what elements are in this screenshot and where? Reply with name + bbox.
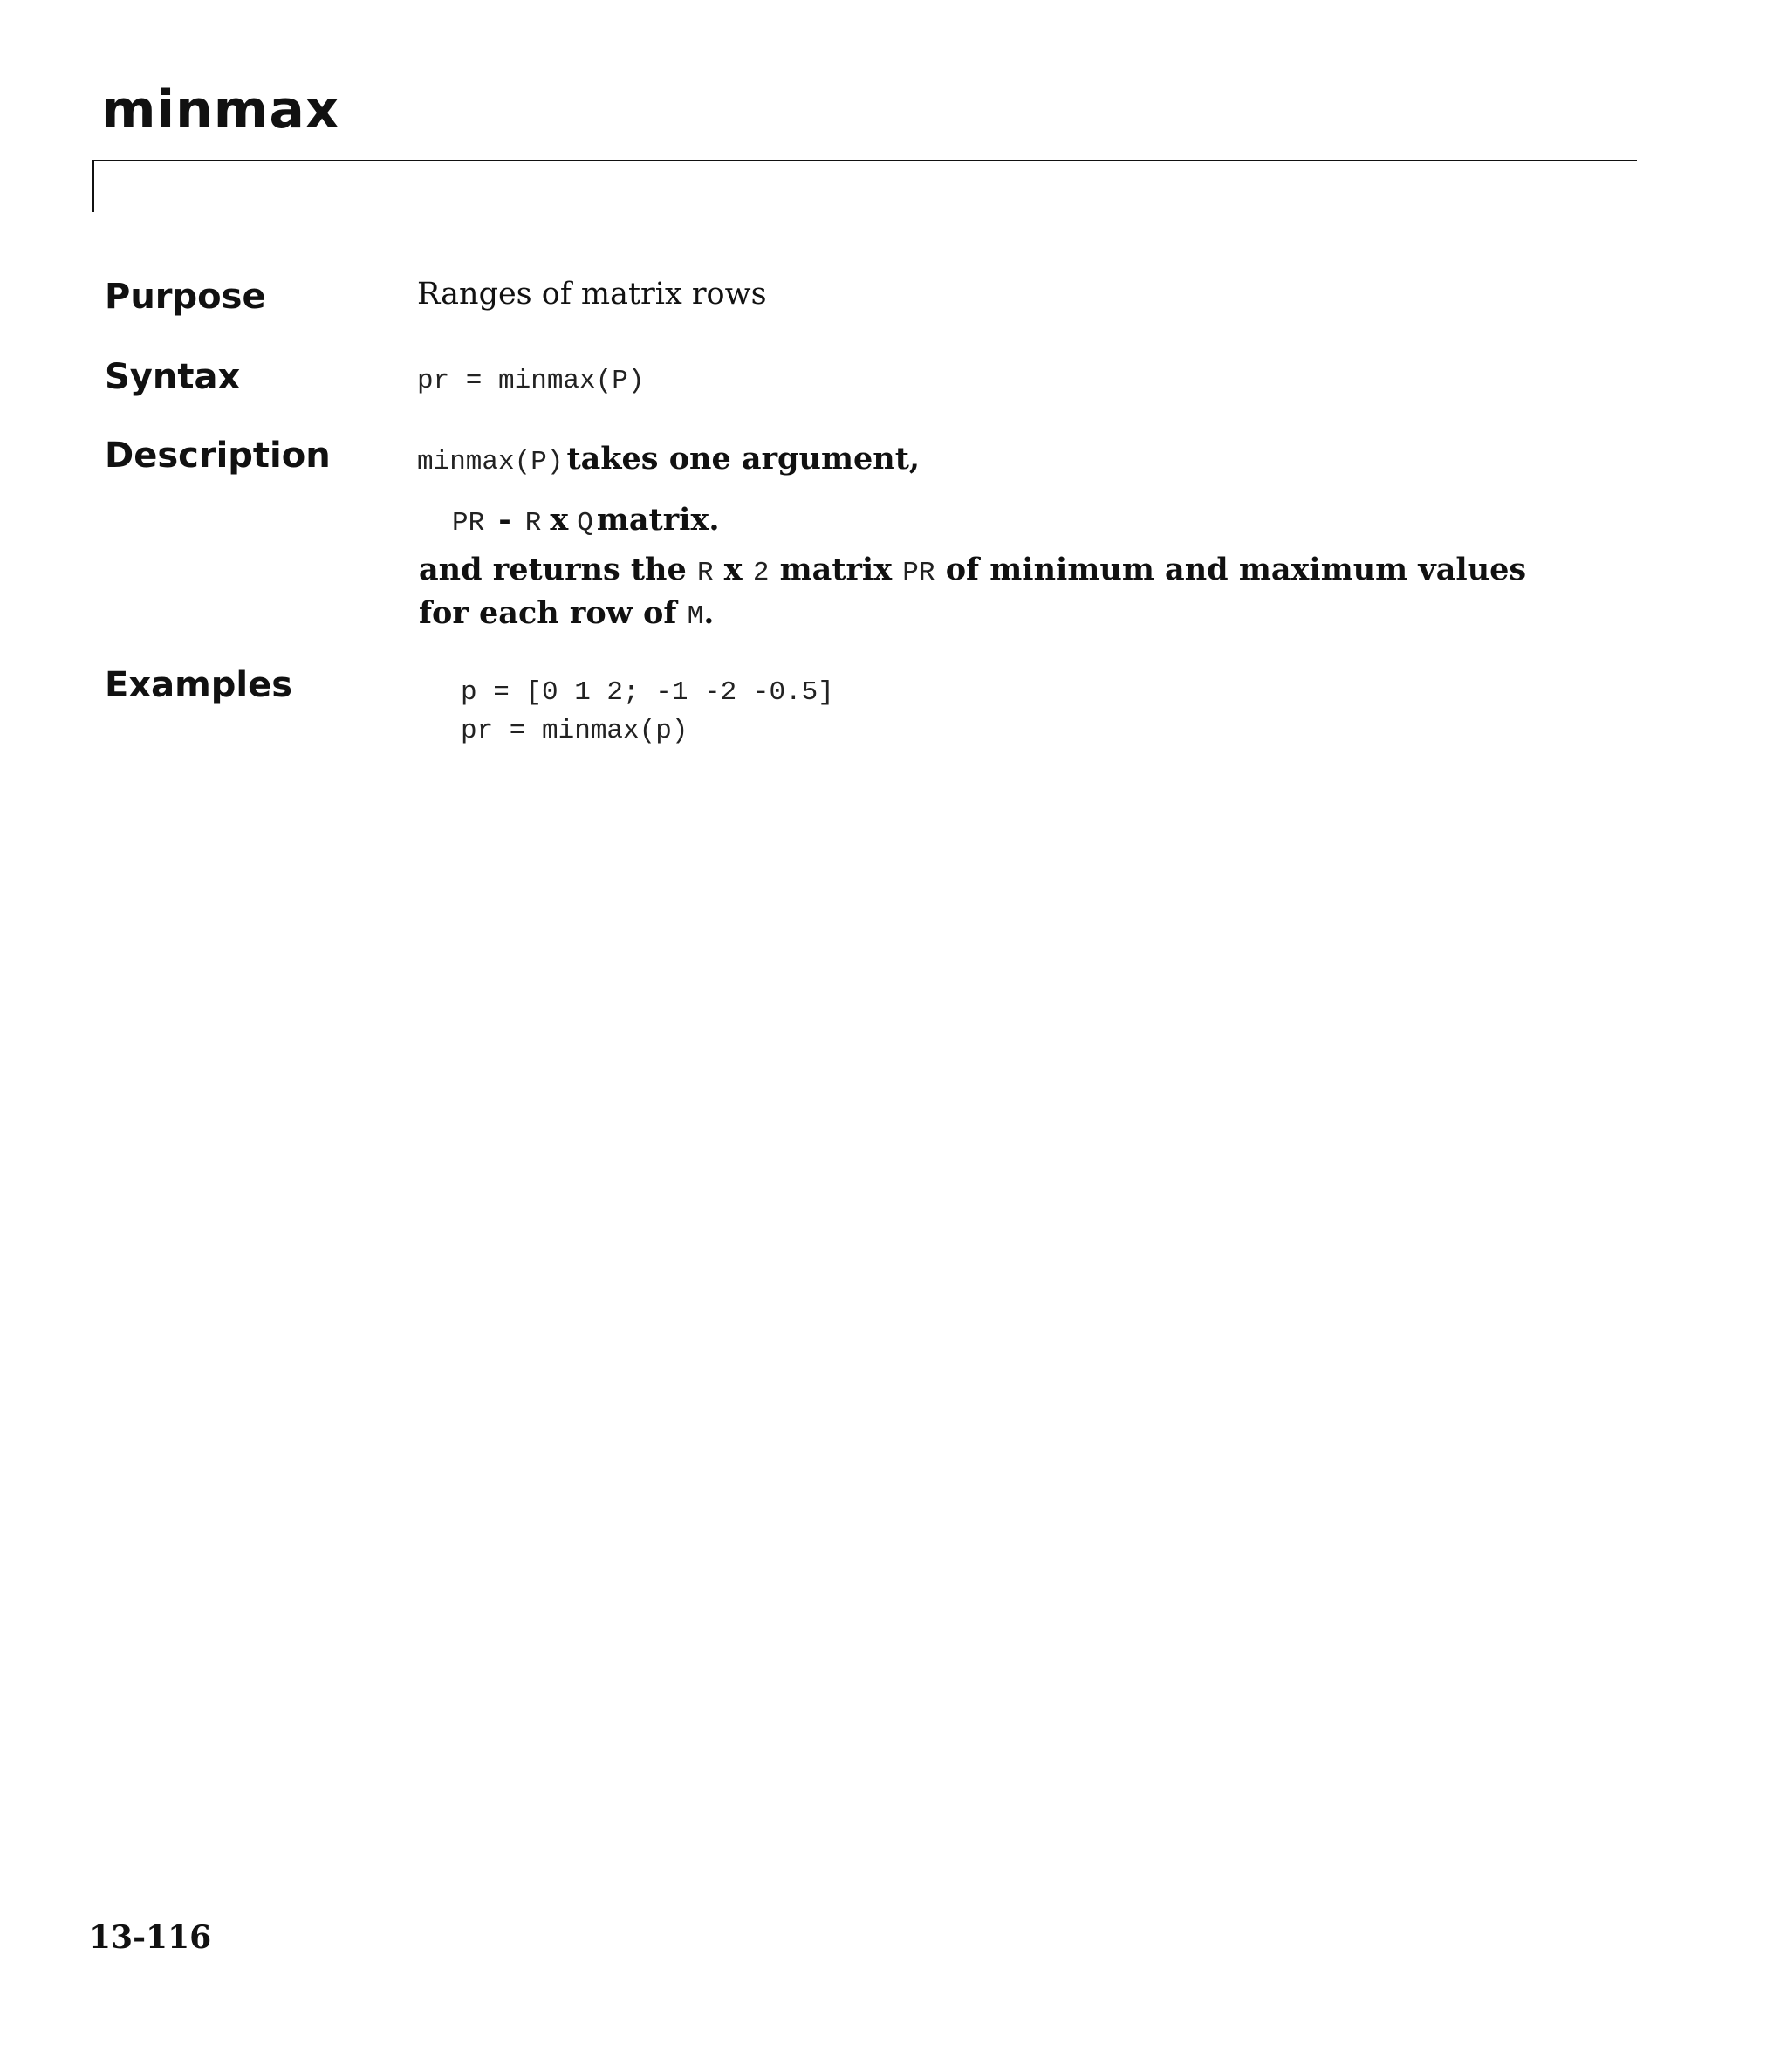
- para-m: M: [687, 601, 704, 632]
- arg-name: PR: [452, 508, 485, 539]
- arg-x: x: [550, 502, 569, 538]
- description-line-1: [417, 440, 920, 480]
- purpose-text: [417, 276, 767, 314]
- arg-q: Q: [577, 508, 593, 539]
- para-text-1: and returns the: [419, 552, 687, 587]
- para-r: R: [696, 558, 714, 588]
- para-text-3: of minimum and maximum values for each row of: [419, 552, 1527, 631]
- title-rule: [92, 160, 1637, 161]
- para-pr: PR: [902, 558, 935, 588]
- description-paragraph: [419, 550, 1579, 637]
- examples-code-line: pr = minmax(p): [461, 716, 688, 746]
- para-x: x: [723, 552, 743, 587]
- purpose-text-content: Ranges of matrix rows: [417, 277, 767, 312]
- title-rule-tick: [92, 160, 94, 212]
- examples-label: Examples: [105, 665, 293, 705]
- arg-dash: -: [498, 502, 511, 538]
- description-argument-line: [452, 501, 720, 541]
- syntax-label: Syntax: [105, 357, 241, 397]
- description-label: Description: [105, 436, 331, 476]
- purpose-label: Purpose: [105, 277, 266, 317]
- arg-r: R: [524, 508, 542, 539]
- para-period: .: [703, 595, 715, 631]
- page-number: 13-116: [89, 1919, 212, 1956]
- page-title: minmax: [101, 79, 340, 141]
- description-line-1-text: takes one argument,: [566, 441, 921, 477]
- examples-code-line: p = [0 1 2; -1 -2 -0.5]: [461, 677, 834, 708]
- para-2: 2: [752, 558, 770, 588]
- examples-code-block: [461, 674, 834, 751]
- arg-text: matrix.: [596, 502, 720, 538]
- para-text-2: matrix: [779, 552, 893, 587]
- syntax-code: pr = minmax(P): [417, 366, 645, 396]
- description-function-code: minmax(P): [417, 447, 564, 477]
